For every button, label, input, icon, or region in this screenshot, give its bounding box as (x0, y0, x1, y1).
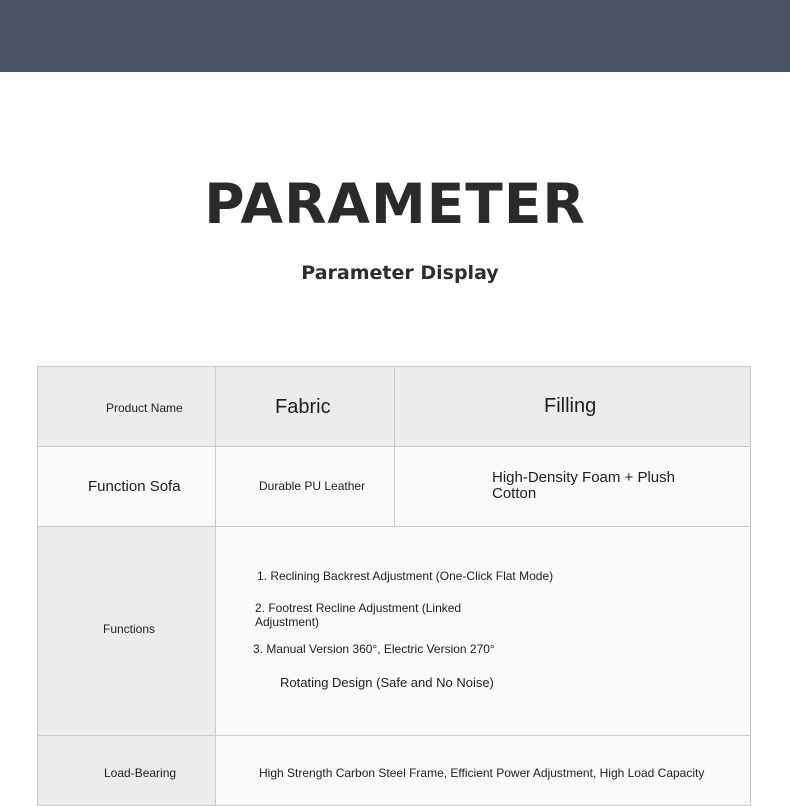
filling-value-line1: High-Density Foam + Plush (492, 469, 675, 486)
header-cell-fabric (215, 366, 395, 447)
cell-fabric-value (215, 446, 395, 527)
functions-label: Functions (103, 622, 156, 636)
cell-functions-value (215, 526, 751, 736)
product-value: Function Sofa (88, 478, 181, 495)
page-title: PARAMETER (204, 172, 586, 236)
function-item-3-continued: Rotating Design (Safe and No Noise) (280, 675, 494, 690)
parameter-table (37, 366, 751, 806)
header-cell-product-name (37, 366, 216, 447)
function-item-1: 1. Reclining Backrest Adjustment (One-Click Flat Mode) (257, 569, 554, 583)
filling-value-line2: Cotton (492, 485, 537, 502)
header-label-fabric: Fabric (275, 396, 331, 418)
load-value: High Strength Carbon Steel Frame, Efficient Power Adjustment, High Load Capacity (259, 766, 705, 780)
fabric-value: Durable PU Leather (259, 479, 366, 493)
top-banner (0, 0, 790, 72)
page-subtitle: Parameter Display (301, 262, 499, 284)
cell-load-label (37, 735, 216, 806)
function-item-2-line1: 2. Footrest Recline Adjustment (Linked (255, 601, 462, 615)
function-item-2-line2: Adjustment) (255, 615, 320, 629)
header-label-filling: Filling (544, 395, 597, 417)
function-item-3: 3. Manual Version 360°, Electric Version 270° (253, 642, 495, 656)
header-label-product-name: Product Name (106, 401, 183, 415)
header-cell-filling (394, 366, 751, 447)
cell-product-value (37, 446, 216, 527)
cell-load-value (215, 735, 751, 806)
cell-functions-label (37, 526, 216, 736)
load-label: Load-Bearing (104, 766, 177, 780)
cell-filling-value (394, 446, 751, 527)
